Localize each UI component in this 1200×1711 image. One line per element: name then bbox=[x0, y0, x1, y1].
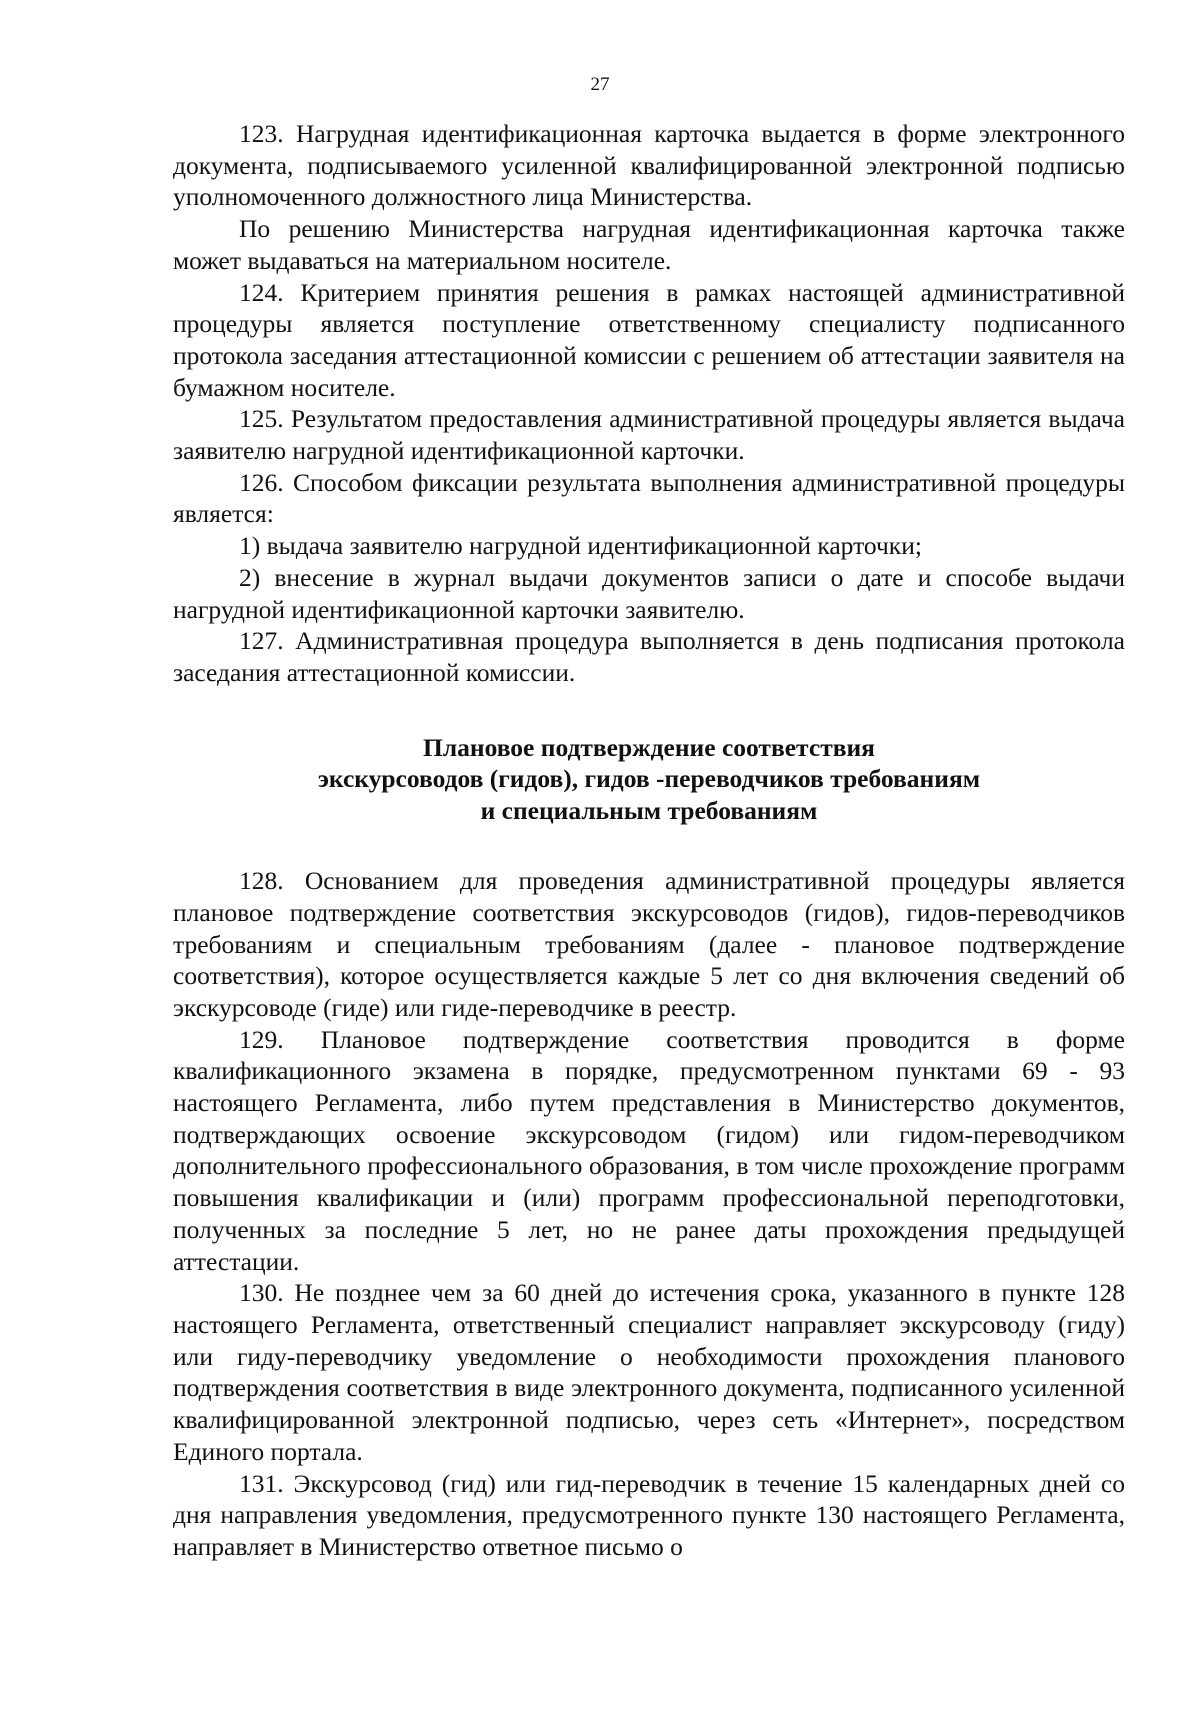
document-body bbox=[173, 118, 1125, 1563]
paragraph-131: 131. Экскурсовод (гид) или гид-переводчик в течение 15 календарных дней со дня направления уведомления, предусмотренного пункте 130 настоящего Регламента, направляет в Министерство ответное письмо о bbox=[173, 1468, 1125, 1561]
paragraph-130: 130. Не позднее чем за 60 дней до истечения срока, указанного в пункте 128 настоящего Регламента, ответственный специалист направляет экскурсоводу (гиду) или гиду-переводчику уведомление о необходимости прохождения планового подтверждения соответствия в виде электронного документа, подписанного усиленной квалифицированной электронной подписью, через сеть «Интернет», посредством Единого портала. bbox=[173, 1278, 1125, 1466]
section-heading-line-3: и специальным требованиям bbox=[480, 795, 818, 825]
paragraph-126: 126. Способом фиксации результата выполнения административной процедуры является: bbox=[173, 467, 1125, 529]
paragraph-126-item-1: 1) выдача заявителю нагрудной идентификационной карточки; bbox=[239, 531, 922, 561]
section-heading bbox=[173, 732, 1125, 827]
section-heading-line-1: Плановое подтверждение соответствия bbox=[423, 732, 875, 762]
paragraph-129: 129. Плановое подтверждение соответствия проводится в форме квалификационного экзамена в порядке, предусмотренном пунктами 69 - 93 настоящего Регламента, либо путем представления в Министерство документов, подтверждающих освоение экскурсоводом (гидом) или гидом-переводчиком дополнительного профессионального образования, в том числе прохождение программ повышения квалификации и (или) программ профессиональной переподготовки, полученных за последние 5 лет, но не ранее даты прохождения предыдущей аттестации. bbox=[173, 1024, 1125, 1276]
paragraph-128: 128. Основанием для проведения административной процедуры является плановое подтверждение соответствия экскурсоводов (гидов), гидов-переводчиков требованиям и специальным требованиям (далее - плановое подтверждение соответствия), которое осуществляется каждые 5 лет со дня включения сведений об экскурсоводе (гиде) или гиде-переводчике в реестр. bbox=[173, 866, 1125, 1022]
page-number: 27 bbox=[590, 74, 610, 95]
section-heading-line-2: экскурсоводов (гидов), гидов -переводчиков требованиям bbox=[317, 764, 981, 794]
paragraph-124: 124. Критерием принятия решения в рамках настоящей административной процедуры является поступление ответственному специалисту подписанного протокола заседания аттестационной комиссии с решением об аттестации заявителя на бумажном носителе. bbox=[173, 277, 1125, 402]
paragraph-125: 125. Результатом предоставления административной процедуры является выдача заявителю нагрудной идентификационной карточки. bbox=[173, 404, 1125, 466]
paragraph-127: 127. Административная процедура выполняется в день подписания протокола заседания аттестационной комиссии. bbox=[173, 626, 1125, 687]
paragraph-123-continued: По решению Министерства нагрудная идентификационная карточка также может выдаваться на материальном носителе. bbox=[173, 214, 1125, 275]
paragraph-123: 123. Нагрудная идентификационная карточка выдается в форме электронного документа, подписываемого усиленной квалифицированной электронной подписью уполномоченного должностного лица Министерства. bbox=[173, 119, 1125, 212]
paragraph-126-item-2: 2) внесение в журнал выдачи документов записи о дате и способе выдачи нагрудной идентификационной карточки заявителю. bbox=[173, 562, 1125, 624]
